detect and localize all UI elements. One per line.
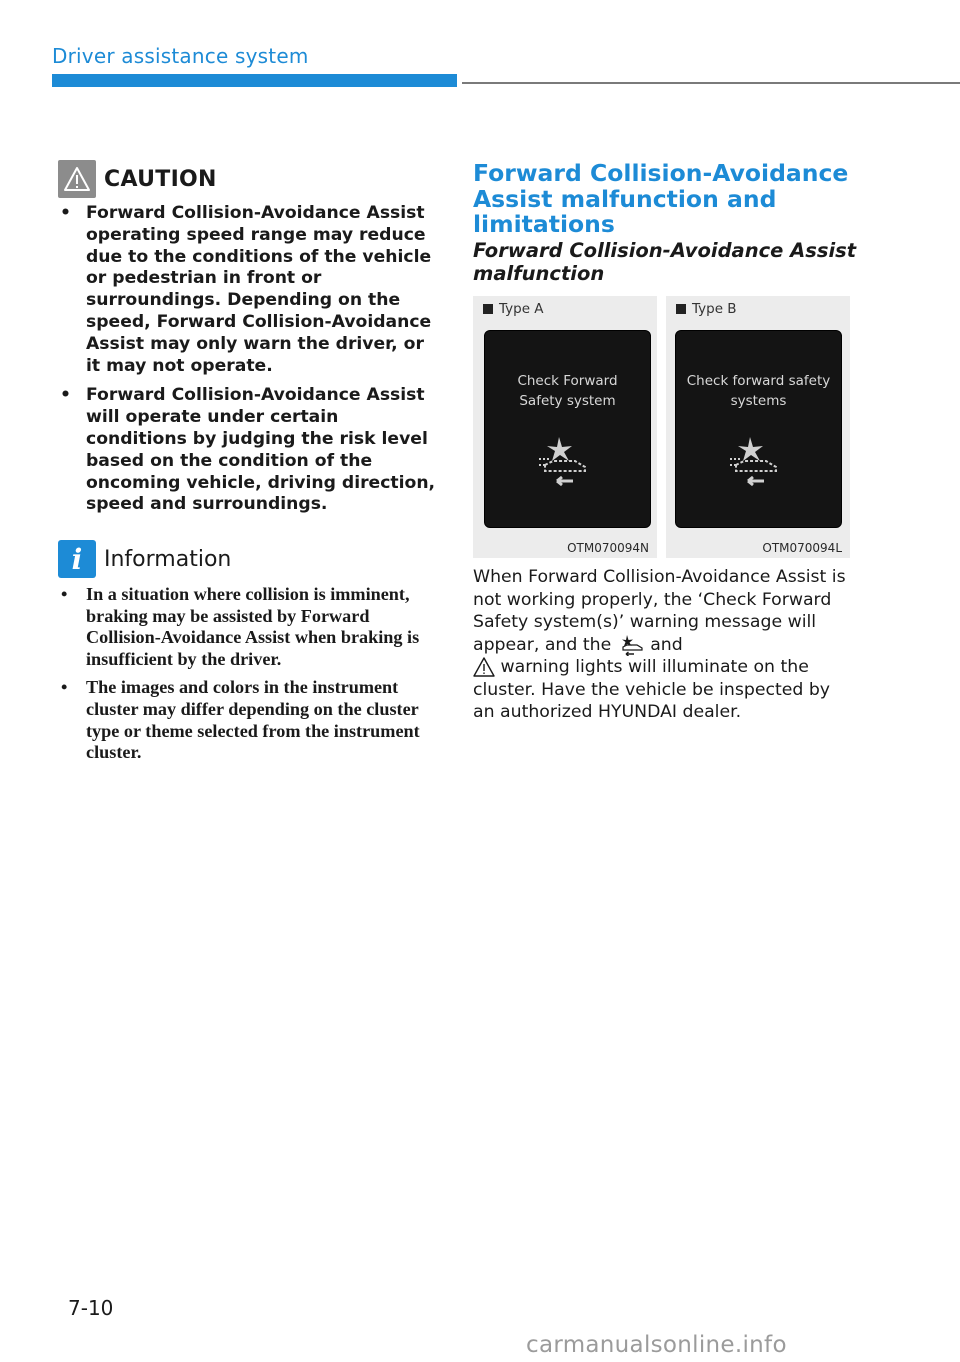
cluster-message-line: Safety system <box>519 393 616 409</box>
caution-title: CAUTION <box>104 166 217 192</box>
body-text-part: When Forward Collision-Avoidance Assist is not working properly, the ‘Check Forward Safety system(s)’ warning message will appear, and the <box>473 567 846 655</box>
information-title: Information <box>104 546 232 572</box>
cluster-screen <box>484 330 651 528</box>
information-list <box>58 584 436 771</box>
cluster-message-line: systems <box>730 393 787 409</box>
figure-type-label <box>483 301 544 317</box>
fca-warning-icon <box>726 435 790 491</box>
square-bullet-icon <box>676 304 686 314</box>
figure-type-label <box>676 301 737 317</box>
caution-item: • Forward Collision-Avoidance Assist operating speed range may reduce due to the conditions of the vehicle or pedestrian in front or surroundings. Depending on the speed, Forward Collision-Avoidance Assist may only warn the driver, or it may not operate. <box>58 203 436 377</box>
cluster-message <box>485 371 650 411</box>
information-item: • In a situation where collision is imminent, braking may be assisted by Forward Collision-Avoidance Assist when braking is insufficient by the driver. <box>58 584 436 670</box>
figure-type-text: Type A <box>499 301 544 317</box>
fca-warning-icon <box>535 435 599 491</box>
caution-icon <box>58 160 96 198</box>
figure-type-b <box>666 296 850 558</box>
figure-type-text: Type B <box>692 301 737 317</box>
image-code: OTM070094L <box>762 541 842 555</box>
cluster-message-line: Check Forward <box>517 373 618 389</box>
information-item: • The images and colors in the instrument cluster may differ depending on the cluster type or theme selected from the instrument cluster. <box>58 677 436 763</box>
body-paragraph <box>473 566 851 724</box>
cluster-message-line: Check forward safety <box>686 373 831 389</box>
caution-list <box>58 203 436 524</box>
information-header <box>58 540 231 578</box>
image-code: OTM070094N <box>567 541 649 555</box>
section-subheading: Forward Collision-Avoidance Assist malfunction <box>473 239 857 285</box>
section-title: Driver assistance system <box>52 44 309 68</box>
body-text-part: and <box>650 634 683 655</box>
caution-item: • Forward Collision-Avoidance Assist will operate under certain conditions by judging the risk level based on the condition of the oncoming vehicle, driving direction, speed and surroundings. <box>58 385 436 516</box>
info-icon: i <box>58 540 96 578</box>
page-number: 7-10 <box>68 1296 114 1320</box>
header-accent-bar <box>52 74 457 87</box>
watermark: carmanualsonline.info <box>526 1332 787 1358</box>
square-bullet-icon <box>483 304 493 314</box>
warning-triangle-icon <box>473 657 495 677</box>
cluster-screen <box>675 330 842 528</box>
fca-warning-icon <box>617 634 645 656</box>
caution-header <box>58 160 217 198</box>
cluster-message <box>676 371 841 411</box>
section-heading: Forward Collision-Avoidance Assist malfunction and limitations <box>473 159 849 238</box>
header-rule <box>462 82 960 84</box>
figure-type-a <box>473 296 657 558</box>
body-text-part: warning lights will illuminate on the cluster. Have the vehicle be inspected by an authorized HYUNDAI dealer. <box>473 657 831 722</box>
